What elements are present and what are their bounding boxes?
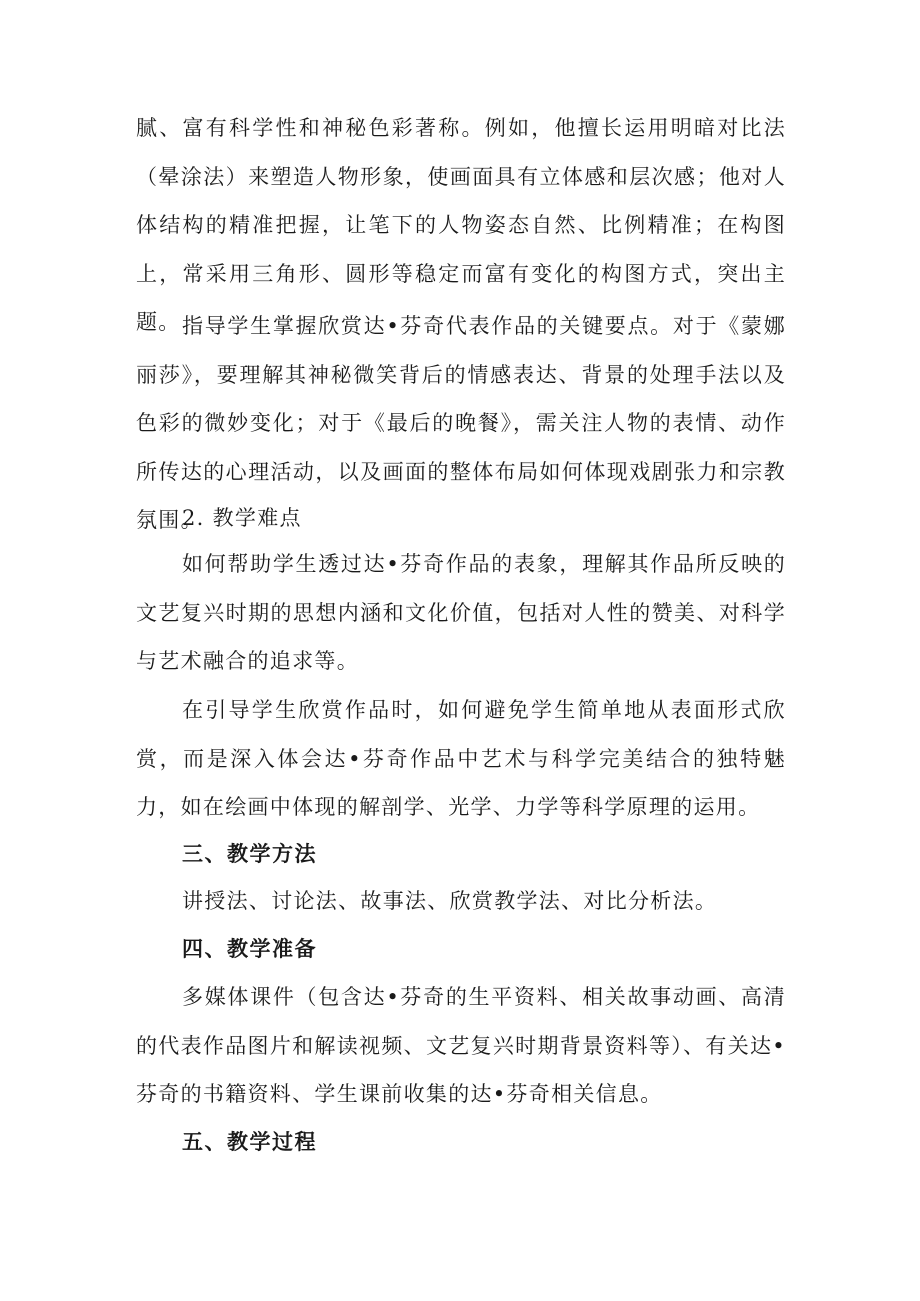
paragraph-appreciation-keys: 指导学生掌握欣赏达•芬奇代表作品的关键要点。对于《蒙娜丽莎》，要理解其神秘微笑背后的情感表达、背景的处理手法以及色彩的微妙变化；对于《最后的晚餐》，需关注人物的表情、动作所传达的心理活动，以及画面的整体布局如何体现戏剧张力和宗教氛围。 (136, 314, 786, 532)
paragraph-difficulty-one: 如何帮助学生透过达•芬奇作品的表象，理解其作品所反映的文艺复兴时期的思想内涵和文化价值，包括对人性的赞美、对科学与艺术融合的追求等。 (136, 552, 786, 673)
section-heading-preparation: 四、教学准备 (182, 937, 317, 961)
paragraph-painting-technique: 腻、富有科学性和神秘色彩著称。例如，他擅长运用明暗对比法（晕涂法）来塑造人物形象，使画面具有立体感和层次感；他对人体结构的精准把握，让笔下的人物姿态自然、比例精准；在构图上，常采用三角形、圆形等稳定而富有变化的构图方式，突出主题。 (136, 116, 786, 334)
paragraph-difficulty-two: 在引导学生欣赏作品时，如何避免学生简单地从表面形式欣赏，而是深入体会达•芬奇作品中艺术与科学完美结合的独特魅力，如在绘画中体现的解剖学、光学、力学等科学原理的运用。 (136, 698, 786, 819)
section-heading-methods: 三、教学方法 (182, 842, 317, 866)
paragraph-methods: 讲授法、讨论法、故事法、欣赏教学法、对比分析法。 (182, 889, 718, 913)
section-heading-process: 五、教学过程 (182, 1130, 317, 1154)
paragraph-preparation: 多媒体课件（包含达•芬奇的生平资料、相关故事动画、高清的代表作品图片和解读视频、文艺复兴时期背景资料等）、有关达•芬奇的书籍资料、学生课前收集的达•芬奇相关信息。 (136, 985, 786, 1106)
subheading-teaching-difficulties: 2. 教学难点 (182, 506, 302, 530)
